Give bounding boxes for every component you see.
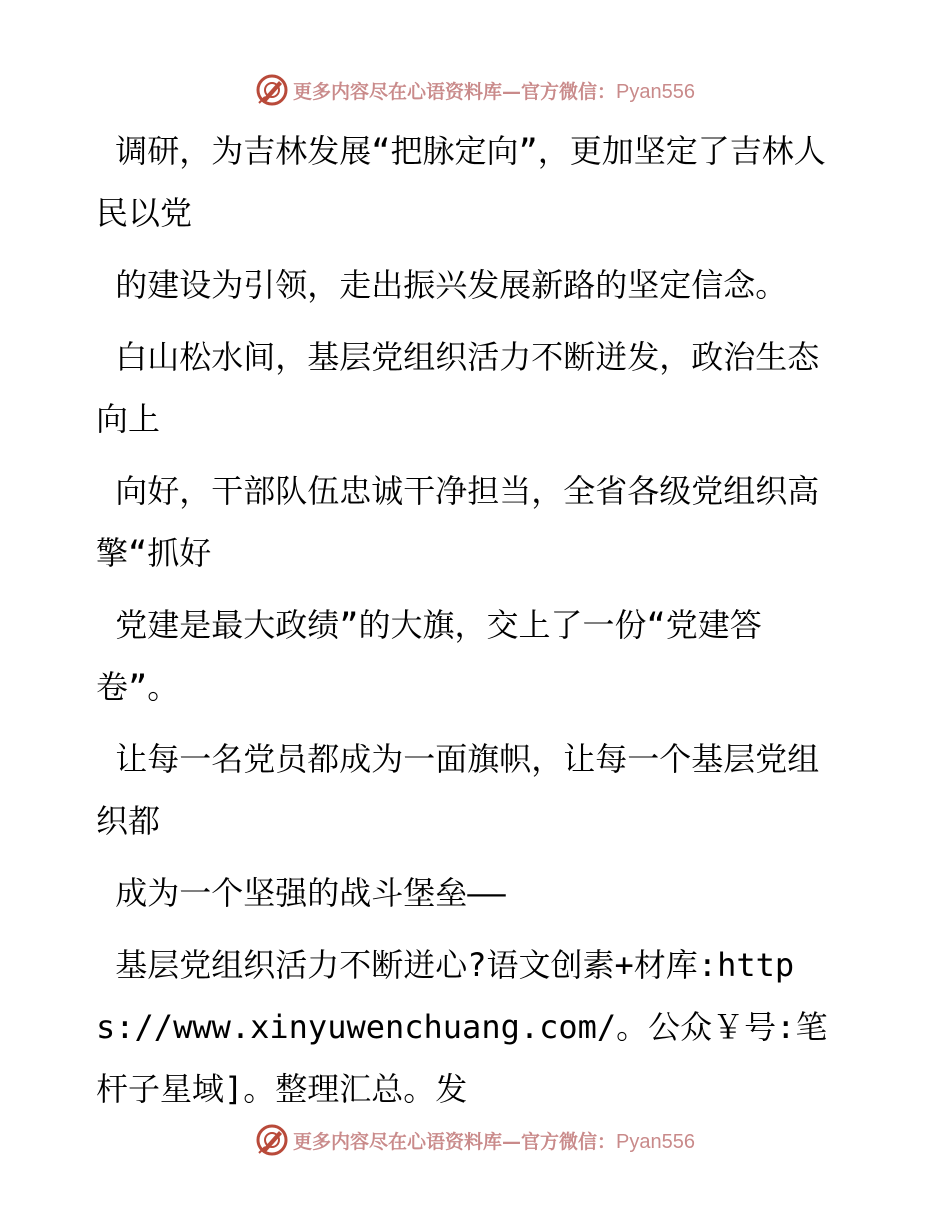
paragraph: 成为一个坚强的战斗堡垒——	[96, 874, 506, 912]
paragraph: 白山松水间，基层党组织活力不断迸发，政治生态向上	[96, 338, 820, 438]
paragraph: 基层党组织活力不断迸心?语文创素+材库:https://www.xinyuwenchuang.com/。公众￥号:笔杆子星域]。整理汇总。发	[96, 946, 828, 1108]
footer-banner	[0, 1120, 950, 1160]
paragraph: 让每一名党员都成为一面旗帜，让每一个基层党组织都	[96, 740, 820, 840]
banner-wechat-id: Pyan556	[616, 1130, 695, 1153]
banner-title: 更多内容尽在心语资料库	[293, 1130, 503, 1153]
banner-wechat-label: 官方微信：	[521, 80, 617, 103]
paragraph: 调研，为吉林发展“把脉定向”，更加坚定了吉林人民以党	[96, 132, 826, 232]
header-banner	[0, 70, 950, 110]
banner-text	[293, 77, 695, 104]
banner-dash: —	[502, 80, 522, 103]
banner-dash: —	[502, 1130, 522, 1153]
paragraph: 党建是最大政绩”的大旗，交上了一份“党建答卷”。	[96, 606, 762, 706]
banner-wechat-id: Pyan556	[616, 80, 695, 103]
paragraph: 向好，干部队伍忠诚干净担当，全省各级党组织高擎“抓好	[96, 472, 820, 572]
document-body	[96, 120, 836, 1130]
banner-wechat-label: 官方微信：	[521, 1130, 617, 1153]
banner-title: 更多内容尽在心语资料库	[293, 80, 503, 103]
paragraph: 的建设为引领，走出振兴发展新路的坚定信念。	[96, 266, 788, 304]
banner-text	[293, 1127, 695, 1154]
pen-logo-icon	[255, 1123, 289, 1157]
pen-logo-icon	[255, 73, 289, 107]
